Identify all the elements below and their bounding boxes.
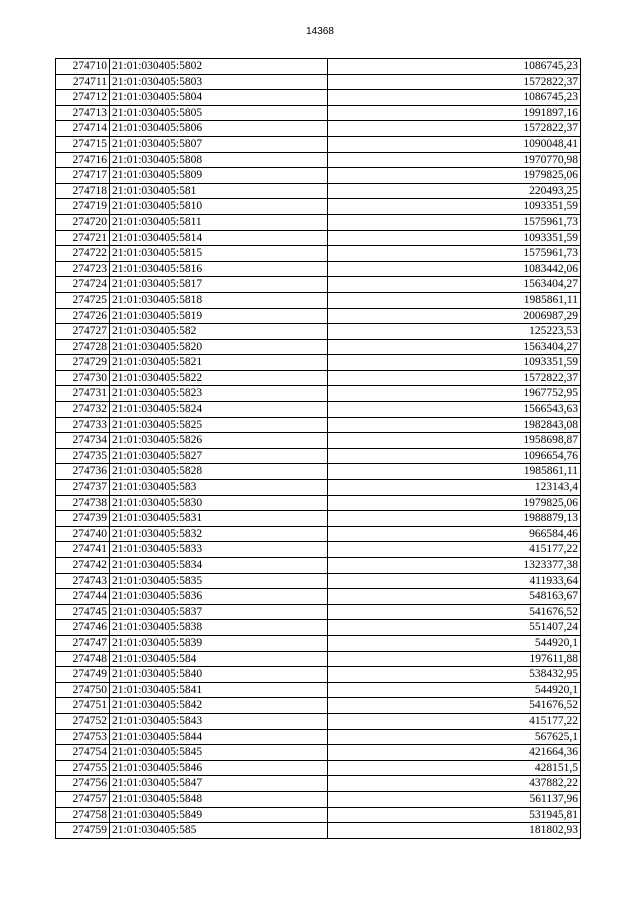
cadastral-number-cell: 21:01:030405:5808 xyxy=(110,152,328,168)
row-number-cell: 274751 xyxy=(56,698,110,714)
row-number-cell: 274738 xyxy=(56,495,110,511)
value-cell: 2006987,29 xyxy=(328,308,581,324)
table-row xyxy=(56,698,581,714)
cadastral-number-cell: 21:01:030405:5846 xyxy=(110,760,328,776)
row-number-cell: 274717 xyxy=(56,168,110,184)
value-cell: 1991897,16 xyxy=(328,105,581,121)
cadastral-number-cell: 21:01:030405:5824 xyxy=(110,402,328,418)
table-row xyxy=(56,74,581,90)
value-cell: 1093351,59 xyxy=(328,230,581,246)
value-cell: 1575961,73 xyxy=(328,214,581,230)
row-number-cell: 274745 xyxy=(56,604,110,620)
row-number-cell: 274743 xyxy=(56,573,110,589)
cadastral-number-cell: 21:01:030405:5830 xyxy=(110,495,328,511)
row-number-cell: 274722 xyxy=(56,246,110,262)
value-cell: 1323377,38 xyxy=(328,558,581,574)
cadastral-number-cell: 21:01:030405:583 xyxy=(110,480,328,496)
row-number-cell: 274759 xyxy=(56,823,110,839)
table-row xyxy=(56,604,581,620)
value-cell: 1086745,23 xyxy=(328,59,581,75)
cadastral-number-cell: 21:01:030405:5847 xyxy=(110,776,328,792)
cadastral-number-cell: 21:01:030405:5843 xyxy=(110,713,328,729)
value-cell: 428151,5 xyxy=(328,760,581,776)
table-row xyxy=(56,59,581,75)
cadastral-number-cell: 21:01:030405:5832 xyxy=(110,526,328,542)
cadastral-number-cell: 21:01:030405:584 xyxy=(110,651,328,667)
table-row xyxy=(56,464,581,480)
table-row xyxy=(56,745,581,761)
value-cell: 1979825,06 xyxy=(328,495,581,511)
row-number-cell: 274728 xyxy=(56,339,110,355)
table-row xyxy=(56,760,581,776)
cadastral-number-cell: 21:01:030405:5835 xyxy=(110,573,328,589)
row-number-cell: 274721 xyxy=(56,230,110,246)
value-cell: 1566543,63 xyxy=(328,402,581,418)
cadastral-number-cell: 21:01:030405:5822 xyxy=(110,370,328,386)
table-row xyxy=(56,246,581,262)
cadastral-number-cell: 21:01:030405:5839 xyxy=(110,635,328,651)
value-cell: 538432,95 xyxy=(328,667,581,683)
row-number-cell: 274739 xyxy=(56,511,110,527)
row-number-cell: 274714 xyxy=(56,121,110,137)
value-cell: 1572822,37 xyxy=(328,370,581,386)
table-row xyxy=(56,90,581,106)
value-cell: 541676,52 xyxy=(328,698,581,714)
row-number-cell: 274734 xyxy=(56,433,110,449)
cadastral-number-cell: 21:01:030405:5825 xyxy=(110,417,328,433)
cadastral-number-cell: 21:01:030405:5806 xyxy=(110,121,328,137)
table-row xyxy=(56,526,581,542)
table-row xyxy=(56,807,581,823)
cadastral-number-cell: 21:01:030405:5823 xyxy=(110,386,328,402)
row-number-cell: 274715 xyxy=(56,136,110,152)
table-row xyxy=(56,183,581,199)
row-number-cell: 274716 xyxy=(56,152,110,168)
table-row xyxy=(56,261,581,277)
table-row xyxy=(56,448,581,464)
value-cell: 1096654,76 xyxy=(328,448,581,464)
cadastral-number-cell: 21:01:030405:5831 xyxy=(110,511,328,527)
row-number-cell: 274710 xyxy=(56,59,110,75)
table-row xyxy=(56,292,581,308)
table-row xyxy=(56,370,581,386)
row-number-cell: 274742 xyxy=(56,558,110,574)
value-cell: 544920,1 xyxy=(328,635,581,651)
row-number-cell: 274712 xyxy=(56,90,110,106)
value-cell: 421664,36 xyxy=(328,745,581,761)
table-row xyxy=(56,386,581,402)
row-number-cell: 274758 xyxy=(56,807,110,823)
table-row xyxy=(56,168,581,184)
cadastral-number-cell: 21:01:030405:5838 xyxy=(110,620,328,636)
row-number-cell: 274736 xyxy=(56,464,110,480)
table-row xyxy=(56,558,581,574)
registry-table-body xyxy=(56,59,581,839)
row-number-cell: 274755 xyxy=(56,760,110,776)
cadastral-number-cell: 21:01:030405:5827 xyxy=(110,448,328,464)
row-number-cell: 274723 xyxy=(56,261,110,277)
table-row xyxy=(56,589,581,605)
row-number-cell: 274733 xyxy=(56,417,110,433)
row-number-cell: 274754 xyxy=(56,745,110,761)
value-cell: 966584,46 xyxy=(328,526,581,542)
value-cell: 1572822,37 xyxy=(328,121,581,137)
table-row xyxy=(56,823,581,839)
cadastral-number-cell: 21:01:030405:5814 xyxy=(110,230,328,246)
table-row xyxy=(56,511,581,527)
row-number-cell: 274729 xyxy=(56,355,110,371)
value-cell: 1575961,73 xyxy=(328,246,581,262)
cadastral-number-cell: 21:01:030405:5819 xyxy=(110,308,328,324)
value-cell: 411933,64 xyxy=(328,573,581,589)
cadastral-number-cell: 21:01:030405:5803 xyxy=(110,74,328,90)
value-cell: 548163,67 xyxy=(328,589,581,605)
value-cell: 561137,96 xyxy=(328,791,581,807)
table-row xyxy=(56,791,581,807)
row-number-cell: 274737 xyxy=(56,480,110,496)
table-row xyxy=(56,339,581,355)
table-row xyxy=(56,635,581,651)
row-number-cell: 274747 xyxy=(56,635,110,651)
table-row xyxy=(56,152,581,168)
row-number-cell: 274732 xyxy=(56,402,110,418)
value-cell: 1083442,06 xyxy=(328,261,581,277)
cadastral-number-cell: 21:01:030405:5817 xyxy=(110,277,328,293)
cadastral-number-cell: 21:01:030405:5815 xyxy=(110,246,328,262)
table-row xyxy=(56,199,581,215)
value-cell: 1970770,98 xyxy=(328,152,581,168)
value-cell: 197611,88 xyxy=(328,651,581,667)
row-number-cell: 274727 xyxy=(56,324,110,340)
row-number-cell: 274749 xyxy=(56,667,110,683)
cadastral-number-cell: 21:01:030405:5818 xyxy=(110,292,328,308)
cadastral-number-cell: 21:01:030405:5826 xyxy=(110,433,328,449)
value-cell: 1958698,87 xyxy=(328,433,581,449)
cadastral-number-cell: 21:01:030405:5809 xyxy=(110,168,328,184)
table-row xyxy=(56,573,581,589)
value-cell: 1572822,37 xyxy=(328,74,581,90)
row-number-cell: 274748 xyxy=(56,651,110,667)
row-number-cell: 274725 xyxy=(56,292,110,308)
row-number-cell: 274753 xyxy=(56,729,110,745)
row-number-cell: 274719 xyxy=(56,199,110,215)
table-row xyxy=(56,402,581,418)
table-row xyxy=(56,324,581,340)
value-cell: 181802,93 xyxy=(328,823,581,839)
value-cell: 437882,22 xyxy=(328,776,581,792)
cadastral-number-cell: 21:01:030405:5811 xyxy=(110,214,328,230)
value-cell: 1967752,95 xyxy=(328,386,581,402)
page-number: 14368 xyxy=(306,26,334,37)
cadastral-number-cell: 21:01:030405:5802 xyxy=(110,59,328,75)
cadastral-number-cell: 21:01:030405:5833 xyxy=(110,542,328,558)
value-cell: 544920,1 xyxy=(328,682,581,698)
value-cell: 1093351,59 xyxy=(328,199,581,215)
cadastral-number-cell: 21:01:030405:5816 xyxy=(110,261,328,277)
row-number-cell: 274750 xyxy=(56,682,110,698)
value-cell: 220493,25 xyxy=(328,183,581,199)
cadastral-number-cell: 21:01:030405:5834 xyxy=(110,558,328,574)
row-number-cell: 274752 xyxy=(56,713,110,729)
row-number-cell: 274731 xyxy=(56,386,110,402)
row-number-cell: 274724 xyxy=(56,277,110,293)
cadastral-number-cell: 21:01:030405:5836 xyxy=(110,589,328,605)
value-cell: 531945,81 xyxy=(328,807,581,823)
value-cell: 1563404,27 xyxy=(328,277,581,293)
table-row xyxy=(56,121,581,137)
row-number-cell: 274713 xyxy=(56,105,110,121)
value-cell: 125223,53 xyxy=(328,324,581,340)
table-row xyxy=(56,620,581,636)
table-row xyxy=(56,355,581,371)
cadastral-number-cell: 21:01:030405:5828 xyxy=(110,464,328,480)
value-cell: 541676,52 xyxy=(328,604,581,620)
table-row xyxy=(56,713,581,729)
value-cell: 1563404,27 xyxy=(328,339,581,355)
row-number-cell: 274735 xyxy=(56,448,110,464)
value-cell: 1086745,23 xyxy=(328,90,581,106)
table-row xyxy=(56,667,581,683)
table-row xyxy=(56,105,581,121)
cadastral-number-cell: 21:01:030405:5837 xyxy=(110,604,328,620)
value-cell: 1988879,13 xyxy=(328,511,581,527)
row-number-cell: 274740 xyxy=(56,526,110,542)
row-number-cell: 274741 xyxy=(56,542,110,558)
value-cell: 123143,4 xyxy=(328,480,581,496)
table-row xyxy=(56,277,581,293)
registry-table xyxy=(55,58,581,839)
table-row xyxy=(56,417,581,433)
row-number-cell: 274718 xyxy=(56,183,110,199)
row-number-cell: 274726 xyxy=(56,308,110,324)
cadastral-number-cell: 21:01:030405:5805 xyxy=(110,105,328,121)
value-cell: 567625,1 xyxy=(328,729,581,745)
value-cell: 1093351,59 xyxy=(328,355,581,371)
table-row xyxy=(56,776,581,792)
row-number-cell: 274744 xyxy=(56,589,110,605)
table-row xyxy=(56,214,581,230)
cadastral-number-cell: 21:01:030405:5821 xyxy=(110,355,328,371)
row-number-cell: 274756 xyxy=(56,776,110,792)
table-row xyxy=(56,433,581,449)
value-cell: 551407,24 xyxy=(328,620,581,636)
cadastral-number-cell: 21:01:030405:5841 xyxy=(110,682,328,698)
cadastral-number-cell: 21:01:030405:5849 xyxy=(110,807,328,823)
value-cell: 1985861,11 xyxy=(328,464,581,480)
cadastral-number-cell: 21:01:030405:5845 xyxy=(110,745,328,761)
value-cell: 1090048,41 xyxy=(328,136,581,152)
cadastral-number-cell: 21:01:030405:5807 xyxy=(110,136,328,152)
table-row xyxy=(56,542,581,558)
cadastral-number-cell: 21:01:030405:5810 xyxy=(110,199,328,215)
row-number-cell: 274711 xyxy=(56,74,110,90)
table-row xyxy=(56,480,581,496)
cadastral-number-cell: 21:01:030405:5848 xyxy=(110,791,328,807)
table-row xyxy=(56,495,581,511)
row-number-cell: 274746 xyxy=(56,620,110,636)
table-row xyxy=(56,230,581,246)
value-cell: 1985861,11 xyxy=(328,292,581,308)
row-number-cell: 274720 xyxy=(56,214,110,230)
table-row xyxy=(56,136,581,152)
cadastral-number-cell: 21:01:030405:582 xyxy=(110,324,328,340)
table-row xyxy=(56,651,581,667)
table-row xyxy=(56,729,581,745)
table-row xyxy=(56,682,581,698)
cadastral-number-cell: 21:01:030405:5842 xyxy=(110,698,328,714)
row-number-cell: 274757 xyxy=(56,791,110,807)
table-row xyxy=(56,308,581,324)
cadastral-number-cell: 21:01:030405:5840 xyxy=(110,667,328,683)
value-cell: 1982843,08 xyxy=(328,417,581,433)
value-cell: 1979825,06 xyxy=(328,168,581,184)
value-cell: 415177,22 xyxy=(328,542,581,558)
row-number-cell: 274730 xyxy=(56,370,110,386)
cadastral-number-cell: 21:01:030405:585 xyxy=(110,823,328,839)
value-cell: 415177,22 xyxy=(328,713,581,729)
cadastral-number-cell: 21:01:030405:5820 xyxy=(110,339,328,355)
cadastral-number-cell: 21:01:030405:5844 xyxy=(110,729,328,745)
cadastral-number-cell: 21:01:030405:5804 xyxy=(110,90,328,106)
cadastral-number-cell: 21:01:030405:581 xyxy=(110,183,328,199)
